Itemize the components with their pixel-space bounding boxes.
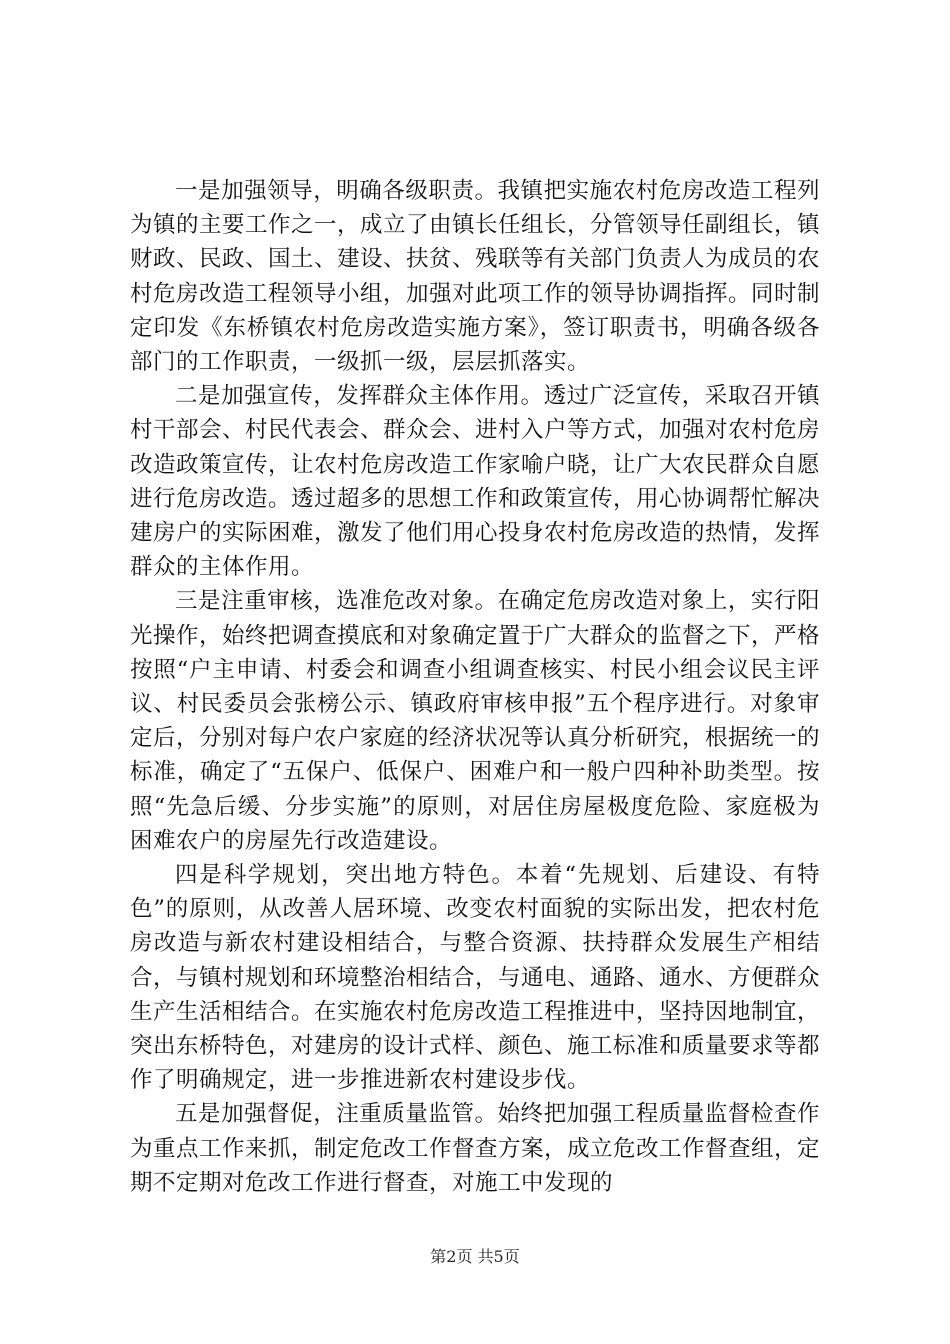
paragraph-5: 五是加强督促，注重质量监管。始终把加强工程质量监督检查作为重点工作来抓，制定危改工作督查方案，成立危改工作督查组，定期不定期对危改工作进行督查，对施工中发现的 — [130, 1101, 821, 1196]
page-number-footer: 第2页 共5页 — [430, 1247, 520, 1266]
document-body — [130, 174, 820, 1200]
paragraph-4: 四是科学规划，突出地方特色。本着“先规划、后建设、有特色”的原则，从改善人居环境、改变农村面貌的实际出发，把农村危房改造与新农村建设相结合，与整合资源、扶持群众发展生产相结合，与镇村规划和环境整治相结合，与通电、通路、通水、方便群众生产生活相结合。在实施农村危房改造工程推进中，坚持因地制宜，突出东桥特色，对建房的设计式样、颜色、施工标准和质量要求等都作了明确规定，进一步推进新农村建设步伐。 — [130, 862, 821, 1094]
paragraph-2: 二是加强宣传，发挥群众主体作用。透过广泛宣传，采取召开镇村干部会、村民代表会、群众会、进村入户等方式，加强对农村危房改造政策宣传，让农村危房改造工作家喻户晓，让广大农民群众自愿进行危房改造。透过超多的思想工作和政策宣传，用心协调帮忙解决建房户的实际困难，激发了他们用心投身农村危房改造的热情，发挥群众的主体作用。 — [130, 383, 821, 581]
paragraph-1: 一是加强领导，明确各级职责。我镇把实施农村危房改造工程列为镇的主要工作之一，成立了由镇长任组长，分管领导任副组长，镇财政、民政、国土、建设、扶贫、残联等有关部门负责人为成员的农村危房改造工程领导小组，加强对此项工作的领导协调指挥。同时制定印发《东桥镇农村危房改造实施方案》，签订职责书，明确各级各部门的工作职责，一级抓一级，层层抓落实。 — [130, 178, 821, 376]
paragraph-3: 三是注重审核，选准危改对象。在确定危房改造对象上，实行阳光操作，始终把调查摸底和对象确定置于广大群众的监督之下，严格按照“户主申请、村委会和调查小组调查核实、村民小组会议民主评议、村民委员会张榜公示、镇政府审核申报”五个程序进行。对象审定后，分别对每户农户家庭的经济状况等认真分析研究，根据统一的标准，确定了“五保户、低保户、困难户和一般户四种补助类型。按照“先急后缓、分步实施”的原则，对居住房屋极度危险、家庭极为困难农户的房屋先行改造建设。 — [130, 588, 821, 854]
